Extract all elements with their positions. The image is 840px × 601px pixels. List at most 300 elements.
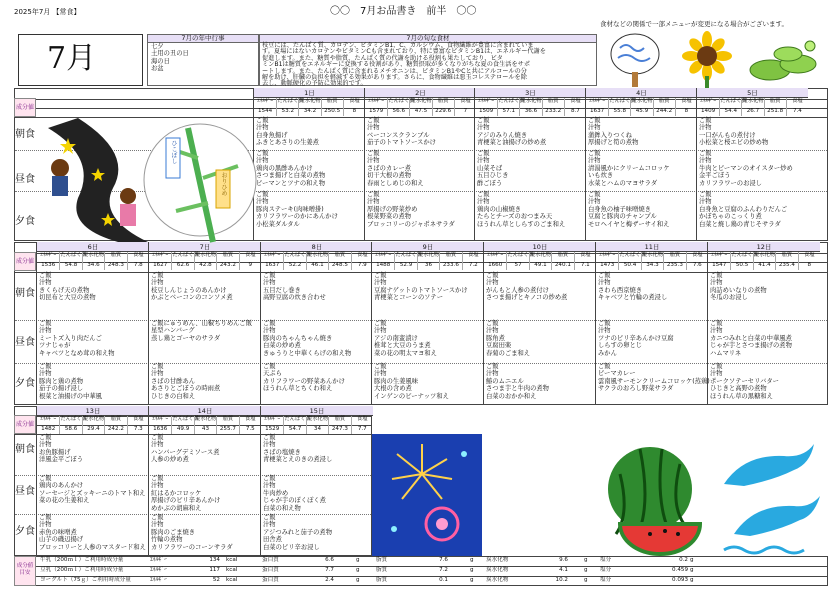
menu-item: 洋風金平ごぼう (39, 456, 84, 464)
menu-item: ご飯 (263, 320, 276, 327)
nutrition-value: 34.3 (641, 261, 663, 270)
nutrition-head: 食塩 (454, 98, 476, 107)
nutrition-head: たんぱく質 (719, 98, 741, 107)
menu-item: きくらげ天の煮物 (39, 286, 90, 294)
menu-item: ご飯 (367, 150, 380, 157)
lunch-label: 昼食 (15, 174, 35, 185)
menu-item: ご飯 (39, 363, 52, 370)
nutrition-head: 食塩 (786, 98, 808, 107)
summary-cell: g (356, 557, 360, 563)
nutrition-value: 36.6 (519, 107, 541, 116)
nutrition-head: 炭水化物 (306, 252, 328, 261)
summary-cell: 4.1 (559, 567, 568, 573)
menu-item: ご飯 (367, 117, 380, 124)
menu-item: 汁物 (710, 370, 723, 378)
nutrition-head: 食塩 (462, 252, 484, 261)
nutrition-head: 炭水化物 (82, 416, 104, 425)
events-box (147, 34, 259, 86)
menu-item: 汁物 (263, 279, 276, 287)
menu-item: 豆腐ナゲットのトマトソースかけ (374, 286, 468, 294)
nutrition-value: 1627 (153, 262, 168, 268)
nutrition-value: 1544 (257, 108, 273, 114)
menu-item: ブロッコリーと人参のマスタード和え (39, 543, 146, 551)
nutrition-head: 食塩 (239, 416, 261, 425)
summary-cell: 蛋白質 (262, 567, 279, 573)
sunflower-illustration (672, 32, 742, 88)
menu-item: ご飯 (39, 475, 52, 482)
seasonal-text-line: ートします。また、たんぱく質に含まれるメチオニンは、ビタミンB1やCと共にアルコールの分 (262, 67, 527, 75)
nutrition-head: 脂質 (663, 252, 685, 261)
menu-item: 菜の花の生姜和え (39, 497, 90, 505)
nutrition-head: たんぱく質 (506, 252, 528, 261)
summary-cell: 脂質 (376, 567, 388, 573)
menu-item: ご飯 (486, 272, 499, 279)
summary-cell: 牛乳（200ｍｌ）ご利用時成分量 (40, 557, 124, 563)
nutrition-head: 脂質 (432, 98, 454, 107)
menu-item: 菜の花の明太マヨ和え (374, 349, 437, 357)
nutrition-value: 56.6 (387, 107, 409, 116)
menu-item: ハムマリネ (710, 349, 742, 357)
day-header: 8日 (261, 242, 373, 252)
menu-item: ご飯 (151, 363, 164, 370)
nutrition-head: たんぱく質 (276, 98, 298, 107)
menu-item: ご飯 (598, 320, 611, 327)
nutrition-head: 炭水化物 (82, 252, 104, 261)
menu-item: 青梗菜とえのきの煮浸し (263, 456, 333, 464)
nutrition-value: 46.1 (306, 261, 328, 270)
summary-cell: g (470, 557, 474, 563)
day-header: 4日 (586, 88, 697, 98)
menu-item: 肉詰めいなりの煮物 (710, 286, 767, 294)
nutrition-value: 251.8 (764, 107, 786, 116)
menu-item: がんもと人参の煮付け (486, 286, 549, 294)
summary-cell: 炭水化物 (486, 567, 509, 573)
nutrition-head: 脂質 (321, 98, 343, 107)
menu-item: 汁物 (256, 124, 269, 132)
menu-item: 汁物 (151, 279, 164, 287)
menu-item: ご飯 (39, 272, 52, 279)
day-column (483, 242, 595, 405)
menu-item: ご飯 (588, 191, 601, 198)
menu-item: 鶏肉の黒酢あんかけ (256, 164, 313, 172)
menu-item: 汁物 (39, 327, 52, 335)
nutrition-head: 食塩 (239, 252, 261, 261)
nutrition-head: 食塩 (564, 98, 586, 107)
nutrition-head: ｴﾈﾙｷﾞｰ (40, 252, 57, 258)
nutrition-value: 1637 (589, 108, 605, 114)
summary-cell: ｴﾈﾙｷﾞｰ (150, 557, 167, 563)
dolphin-illustration (714, 434, 828, 556)
nutrition-value: 1579 (368, 108, 384, 114)
day-column (595, 242, 710, 405)
nutrition-value: 1547 (712, 262, 727, 268)
menu-item: 清湯風かにクリームコロッケ (588, 164, 670, 172)
menu-item: 汁物 (477, 198, 490, 206)
nutrition-head: ｴﾈﾙｷﾞｰ (375, 252, 392, 258)
nutrition-value: 36 (417, 261, 439, 270)
events-heading: 7月の年中行事 (148, 35, 258, 43)
menu-item: 青梗菜とコーンのソテー (374, 294, 444, 302)
nutrition-value: 47.5 (409, 107, 431, 116)
menu-item: ご飯 (151, 434, 164, 441)
nutrition-value: 49.1 (529, 261, 551, 270)
menu-item: 冬瓜のお浸し (710, 294, 748, 302)
summary-cell: g (690, 557, 694, 563)
menu-item: ご飯 (699, 191, 712, 198)
menu-item: ご飯 (256, 117, 269, 124)
dinner-label: 夕食 (15, 526, 35, 537)
menu-item: 豚角煮 (486, 334, 505, 342)
nutrition-head: ｴﾈﾙｷﾞｰ (599, 252, 616, 258)
menu-item: ひじきと高野の煮物 (710, 385, 767, 393)
day-header: 10日 (484, 242, 596, 252)
summary-cell: kcal (226, 577, 238, 583)
menu-item: 豚肉のちゃんちゃん焼き (263, 334, 333, 342)
summary-cell: 塩分 (600, 567, 612, 573)
seasonal-text-line: 枝豆には、たんぱく質、カロテン、ビタミンB1、C、カルシウム、食物繊維が豊富に含まれていま (262, 42, 534, 49)
menu-item: ソーセージとズッキーニのトマト和え (39, 489, 146, 497)
nutrition-head: 炭水化物 (194, 416, 216, 425)
nutrition-head: 食塩 (351, 416, 373, 425)
menu-item: 星型ハンバーグ (151, 327, 195, 335)
menu-item: ご飯 (486, 320, 499, 327)
menu-item: 汁物 (39, 441, 52, 449)
menu-item: 汁物 (588, 198, 601, 206)
nutrition-head: ｴﾈﾙｷﾞｰ (257, 98, 274, 104)
menu-item: 汁物 (263, 327, 276, 335)
summary-cell: 蛋白質 (262, 577, 279, 583)
menu-item: 汁物 (367, 157, 380, 165)
summary-cell: 脂質 (376, 577, 388, 583)
menu-item: 汁物 (151, 482, 164, 490)
nutrition-head: 脂質 (439, 252, 461, 261)
nutrition-head: たんぱく質 (608, 98, 630, 107)
menu-item: ご飯 (39, 514, 52, 521)
menu-item: ご飯 (710, 363, 723, 370)
menu-item: 山芋の磯辺揚げ (39, 536, 84, 544)
summary-cell: 9.6 (559, 557, 568, 563)
event-item: 海の日 (151, 57, 170, 65)
menu-item: ポークソテーセリバター (710, 377, 779, 385)
menu-item: 厚揚げの野菜炒め (367, 205, 418, 213)
summary-cell: 0.093 (671, 577, 688, 583)
nutrition-head: ｴﾈﾙｷﾞｰ (40, 416, 57, 422)
menu-item: ご飯 (256, 150, 269, 157)
nutrition-head: ｴﾈﾙｷﾞｰ (589, 98, 606, 104)
menu-item: 切干大根の煮物 (367, 172, 412, 180)
nutrition-head: 脂質 (775, 252, 797, 261)
menu-item: 白菜の和え物 (263, 504, 301, 512)
menu-item: ご飯 (263, 514, 276, 521)
nutrition-value: 34 (306, 425, 328, 434)
menu-item: 根菜と油揚げの中華風 (39, 392, 102, 400)
watermelon-illustration (600, 434, 710, 556)
fireworks-illustration (372, 434, 482, 556)
menu-item: カリフラワーのコーンサラダ (151, 543, 233, 551)
menu-item: 鰆のムニエル (486, 377, 524, 385)
menu-item: 茄子の揚げ浸し (39, 385, 84, 393)
menu-item: 春菊のごま和え (486, 349, 531, 357)
menu-item: 切昆布と大豆の煮物 (39, 294, 96, 302)
menu-item: ツナじゃが (39, 342, 71, 350)
menu-item: 五目ひじき (477, 172, 509, 180)
menu-item: 汁物 (710, 327, 723, 335)
lunch-label: 昼食 (15, 337, 35, 348)
menu-item: カリフラワーのお浸し (699, 179, 762, 187)
menu-item: 汁物 (151, 521, 164, 529)
edamame-illustration (748, 34, 828, 88)
seasonal-text-line: ミンB1は糖質をエネルギーに変換する役割があり、糖質摂取が多くなりがちな夏の食生活をサポ (262, 61, 531, 69)
menu-item: 水菜とハムのマヨサラダ (588, 179, 658, 187)
nutrition-value: 54.7 (283, 425, 305, 434)
menu-item: ご飯 (374, 320, 387, 327)
menu-item: 汁物 (699, 157, 712, 165)
day-column (585, 88, 696, 241)
summary-cell: 塩分 (600, 577, 612, 583)
breakfast-label: 朝食 (15, 444, 35, 455)
nutrition-value: 1636 (153, 426, 168, 432)
summary-cell: 炭水化物 (486, 557, 509, 563)
nutrition-head: 脂質 (328, 416, 350, 425)
menu-item: 汁物 (39, 370, 52, 378)
summary-cell: 0.459 (671, 567, 688, 573)
nutrition-head: たんぱく質 (283, 252, 305, 261)
menu-item: 汁物 (486, 327, 499, 335)
menu-item: さばの塩焼き (263, 448, 301, 456)
menu-item: ブロッコリーのジャポネサラダ (367, 220, 455, 228)
nutrition-value: 7.5 (239, 425, 261, 434)
menu-item: ご飯 (256, 191, 269, 198)
menu-item: ご飯 (151, 272, 164, 279)
nutrition-value: 7.9 (351, 261, 373, 270)
nutrition-value: 49.9 (171, 425, 193, 434)
month-title: 7月 (47, 41, 97, 76)
menu-item: 白菜のおかか和え (486, 392, 537, 400)
menu-item: ミートズ入り肉だんご (39, 334, 102, 342)
menu-item: 金平ごぼう (699, 172, 731, 180)
menu-item: 豚肉の生姜風味 (374, 377, 419, 385)
day-header: 5日 (697, 88, 808, 98)
menu-item: ご飯 (151, 475, 164, 482)
nutrition-head: たんぱく質 (59, 252, 81, 261)
summary-cell: 10.2 (555, 577, 568, 583)
menu-item: 厚揚げと筍の煮物 (588, 139, 639, 147)
nutrition-head: 脂質 (542, 98, 564, 107)
menu-item: 天ぷら (263, 370, 282, 378)
summary-cell: 52 (212, 577, 220, 583)
menu-item: 大根の含め煮 (374, 385, 412, 393)
nutrition-value: 34.6 (82, 261, 104, 270)
menu-item: 汁物 (486, 279, 499, 287)
menu-item: ご飯 (486, 363, 499, 370)
menu-item: 一口がんもの煮付け (699, 131, 756, 139)
lunch-label: 昼食 (15, 486, 35, 497)
nutrition-value: 1482 (41, 426, 56, 432)
nutrition-head: ｴﾈﾙｷﾞｰ (700, 98, 717, 104)
menu-item: さつま芋と牛肉の煮物 (486, 385, 549, 393)
nutrition-value: 54.4 (719, 107, 741, 116)
menu-item: ご飯 (374, 272, 387, 279)
nutrition-head: 食塩 (127, 252, 149, 261)
summary-cell: 7.2 (439, 567, 448, 573)
summary-cell: 134 (209, 557, 220, 563)
nutrition-head: 炭水化物 (306, 416, 328, 425)
menu-item: 白身魚揚げ (256, 131, 288, 139)
nutrition-value: 50.5 (730, 261, 752, 270)
menu-item: ほうれん草とちくわ和え (263, 385, 333, 393)
nutrition-value: 229.6 (432, 107, 454, 116)
nutrition-value: 1488 (376, 262, 391, 268)
dinner-label: 夕食 (15, 378, 35, 389)
menu-item: 豚肉ステーキ(肉味噌掛) (256, 205, 324, 213)
nutrition-value: 57.1 (497, 107, 519, 116)
nutrition-value: 52.2 (283, 261, 305, 270)
nutrition-value: 50.4 (618, 261, 640, 270)
menu-item: 高野豆腐の炊き合わせ (263, 294, 326, 302)
menu-item: 根菜野菜の煮物 (367, 213, 412, 221)
menu-item: 酢ごぼう (477, 179, 503, 187)
nutrition-value: 8 (343, 107, 365, 116)
menu-item: 椎茸と大豆のうま煮 (374, 342, 431, 350)
summary-cell: ｴﾈﾙｷﾞｰ (150, 567, 167, 573)
nutrition-label: 成分値 (14, 415, 36, 434)
nutrition-value: 34.2 (298, 107, 320, 116)
summary-cell: 炭水化物 (486, 577, 509, 583)
menu-item: 白身魚と豆腐のふんわりだんご (699, 205, 788, 213)
summary-cell: 脂質 (376, 557, 388, 563)
menu-item: 白身魚の柚子味噌焼き (588, 205, 651, 213)
menu-item: 豚肉のごま焼き (151, 528, 196, 536)
menu-item: アジの南蛮漬け (374, 334, 418, 342)
seasonal-box (259, 34, 597, 86)
menu-item: 紅はるかコロッケ (151, 489, 202, 497)
month-box (18, 34, 143, 86)
summary-cell: 7.6 (439, 557, 448, 563)
menu-item: さつま揚げとキノコの炒め煮 (486, 294, 568, 302)
menu-item: ご飯 (39, 320, 52, 327)
menu-item: ピーマンとツナの和え物 (256, 179, 326, 187)
nutrition-value: 240.1 (551, 261, 573, 270)
menu-item: 鶏肉のあんかけ (39, 482, 84, 490)
menu-item: 豆腐田楽 (486, 342, 512, 350)
nutrition-value: 7.4 (786, 107, 808, 116)
nutrition-head: 脂質 (216, 252, 238, 261)
event-item: 七夕 (151, 43, 164, 50)
nutrition-head: ｴﾈﾙｷﾞｰ (152, 252, 169, 258)
summary-cell: 0.2 (679, 557, 688, 563)
nutrition-value: 8.7 (564, 107, 586, 116)
nutrition-value: 235.4 (775, 261, 797, 270)
nutrition-head: 炭水化物 (741, 98, 763, 107)
nutrition-head: ｴﾈﾙｷﾞｰ (487, 252, 504, 258)
nutrition-head: 炭水化物 (417, 252, 439, 261)
nutrition-value: 57 (506, 261, 528, 270)
day-column (707, 242, 819, 405)
seasonal-text-line: 去し、動脈硬化の予防に効果的です。 (262, 80, 367, 88)
summary-cell: 6.6 (325, 557, 334, 563)
nutrition-head: 炭水化物 (630, 98, 652, 107)
event-item: お盆 (151, 65, 164, 73)
nutrition-head: たんぱく質 (497, 98, 519, 107)
menu-item: 五目だし巻き (263, 286, 301, 294)
nutrition-value: 7.1 (574, 261, 596, 270)
nutrition-head: ｴﾈﾙｷﾞｰ (152, 416, 169, 422)
menu-item: 汁物 (39, 521, 52, 529)
menu-item: ご飯 (151, 514, 164, 521)
summary-cell: g (470, 577, 474, 583)
menu-item: ご飯 (263, 434, 276, 441)
menu-item: ハンバーグデミソース煮 (151, 448, 220, 456)
menu-item: 汁物 (374, 327, 387, 335)
day-header: 1日 (254, 88, 365, 98)
menu-item: ご飯 (588, 150, 601, 157)
nutrition-value: 62.6 (171, 261, 193, 270)
menu-item: ツナのピリ辛あんかけ豆腐 (598, 334, 674, 342)
nutrition-value: 255.7 (216, 425, 238, 434)
day-header: 11日 (596, 242, 708, 252)
menu-item: じゃが芋のぽくぽく煮 (263, 497, 326, 505)
nutrition-value: 53.2 (276, 107, 298, 116)
orihime-tag: おりひめ (220, 172, 227, 196)
day-column (148, 406, 260, 556)
menu-item: 汁物 (367, 124, 380, 132)
menu-item: 豚肉と鶏の煮物 (39, 377, 84, 385)
day-column (364, 88, 475, 241)
nutrition-head: 脂質 (551, 252, 573, 261)
menu-item: 赤魚の味噌煮 (39, 528, 77, 536)
nutrition-head: ｴﾈﾙｷﾞｰ (478, 98, 495, 104)
day-column (36, 242, 148, 405)
menu-item: 白菜と焼し鶏の青じそサラダ (699, 220, 781, 228)
page-title: 〇〇 7月お品書き 前半 〇〇 (330, 6, 477, 17)
menu-item: 汁物 (710, 279, 723, 287)
summary-cell: g (690, 577, 694, 583)
menu-item: ふきとあさりの生姜煮 (256, 139, 319, 147)
summary-cell: 0.1 (439, 577, 448, 583)
menu-item: 雲南風サーモンクリームコロッケ(蒸鶏) (598, 377, 710, 385)
summary-cell: 蛋白質 (262, 557, 279, 563)
menu-item: 汁物 (477, 124, 490, 132)
nutrition-head: 炭水化物 (409, 98, 431, 107)
menu-item: じゃが芋とさつま揚げの煮物 (710, 342, 792, 350)
menu-item: 汁物 (486, 370, 499, 378)
summary-cell: ｴﾈﾙｷﾞｰ (150, 577, 167, 583)
menu-item: ご飯 (263, 363, 276, 370)
day-column (260, 406, 372, 556)
summary-cell: g (356, 577, 360, 583)
menu-item: いも炊き (588, 172, 614, 180)
menu-item: 豆腐と豚肉のチャンプル (588, 213, 657, 221)
menu-item: 汁物 (598, 327, 611, 335)
menu-item: 厚揚げのピリ辛あんかけ (151, 497, 221, 505)
nutrition-head: 食塩 (127, 416, 149, 425)
menu-item: ご飯 (598, 272, 611, 279)
summary-cell: kcal (226, 567, 238, 573)
day-column (696, 88, 807, 241)
menu-item: 汁物 (374, 370, 387, 378)
menu-item: 汁物 (263, 441, 276, 449)
nutrition-head: たんぱく質 (171, 416, 193, 425)
menu-item: しらすの卵とじ (598, 342, 643, 350)
menu-item: きゅうりと中華くらげの和え物 (263, 349, 352, 357)
nutrition-head: 脂質 (216, 416, 238, 425)
uchiwa-fan-illustration (600, 32, 670, 88)
menu-item: 汁物 (256, 157, 269, 165)
menu-item: ご飯 (710, 320, 723, 327)
menu-item: 汁物 (256, 198, 269, 206)
menu-item: 汁物 (699, 124, 712, 132)
seasonal-text-line: 促進します。また、糖質や脂質、たんぱく質の代謝を助ける役割も果たしており、ビタ (262, 54, 503, 62)
